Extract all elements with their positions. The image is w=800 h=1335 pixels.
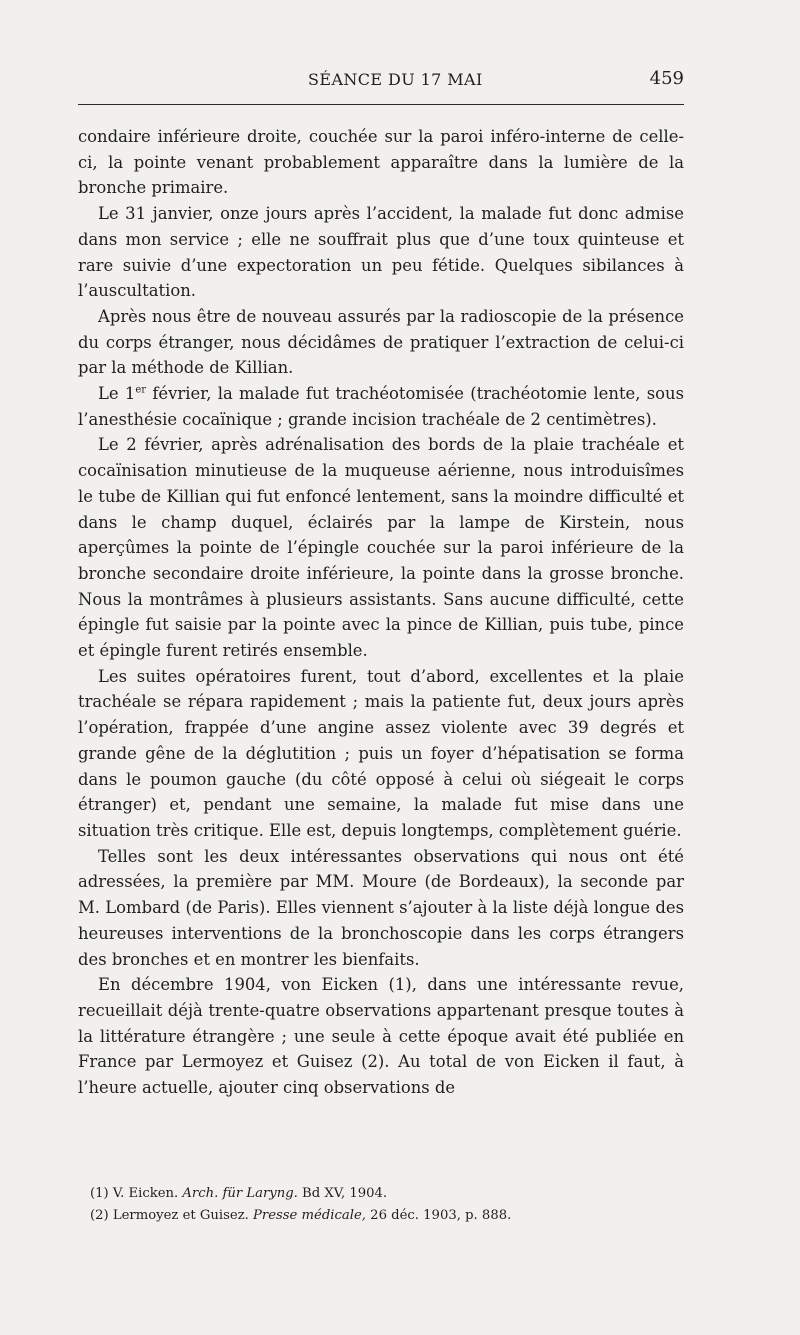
paragraph-extraction: Le 2 février, après adrénalisation des bords de la plaie trachéale et cocaïnisation minutieuse de la muqueuse aérienne, nous introduisîmes le tube de Killian qui fut enfoncé lentement, sans la moindre difficulté et dans le champ duquel, éclairés par la lampe de Kirstein, nous aperçûmes la pointe de l’épingle couchée sur la paroi inférieure de la bronche secondaire droite inférieure, la pointe dans la grosse bronche. Nous la montrâmes à plusieurs assistants. Sans aucune difficulté, cette épingle fut saisie par la pointe avec la pince de Killian, puis tube, pince et épingle furent retirés ensemble.: [78, 435, 684, 661]
page-number: 459: [649, 68, 684, 89]
footnote-1: [90, 1183, 680, 1205]
footnotes: [90, 1183, 680, 1227]
footnote-1-suffix: Bd XV, 1904.: [297, 1186, 388, 1201]
tracheotomy-text: février, la malade fut trachéotomisée (trachéotomie lente, sous l’anesthésie cocaïnique ; grande incision trachéale de 2 centimètres).: [78, 384, 685, 429]
footnote-1-title: Arch. für Laryng.: [182, 1186, 298, 1201]
footnote-2-title: Presse médicale,: [253, 1208, 366, 1223]
footnote-2-suffix: 26 déc. 1903, p. 888.: [365, 1208, 512, 1223]
paragraph-continued-bronchus: condaire inférieure droite, couchée sur la paroi inféro-interne de celle-ci, la pointe venant probablement apparaître dans la lumière de la bronche primaire.: [78, 127, 684, 198]
header-divider: [78, 104, 684, 105]
paragraph-radioscopy: Après nous être de nouveau assurés par la radioscopie de la présence du corps étranger, nous décidâmes de pratiquer l’extraction de celui-ci par la méthode de Killian.: [78, 306, 684, 378]
paragraph-postoperative: Les suites opératoires furent, tout d’abord, excellentes et la plaie trachéale se répara rapidement ; mais la patiente fut, deux jours après l’opération, frappée d’une angine assez violente avec 39 degrés et grande gêne de la déglutition ; puis un foyer d’hépatisation se forma dans le poumon gauche (du côté opposé à celui où siégeait le corps étranger) et, pendant une semaine, la malade fut mise dans une situation très critique. Elle est, depuis longtemps, complètement guérie.: [78, 666, 684, 840]
running-title: SÉANCE DU 17 MAI: [308, 70, 483, 89]
paragraph-literature: En décembre 1904, von Eicken (1), dans une intéressante revue, recueillait déjà trente-quatre observations appartenant presque toutes à la littérature étrangère ; une seule à cette époque avait été publiée en France par Lermoyez et Guisez (2). Au total de von Eicken il faut, à l’heure actuelle, ajouter cinq observations de: [78, 975, 684, 1098]
footnote-2: [90, 1205, 680, 1227]
running-head: [78, 62, 684, 92]
footnote-2-prefix: (2) Lermoyez et Guisez.: [90, 1208, 254, 1223]
paragraph-january-admission: Le 31 janvier, onze jours après l’accident, la malade fut donc admise dans mon service ; elle ne souffrait plus que d’une toux quinteuse et rare suivie d’une expectoration un peu fétide. Quelques sibilances à l’auscultation.: [78, 204, 684, 301]
footnote-1-prefix: (1) V. Eicken.: [90, 1186, 183, 1201]
paragraph-observations: Telles sont les deux intéressantes observations qui nous ont été adressées, la première par MM. Moure (de Bordeaux), la seconde par M. Lombard (de Paris). Elles viennent s’ajouter à la liste déjà longue des heureuses interventions de la bronchoscopie dans les corps étrangers des bronches et en montrer les bienfaits.: [78, 846, 684, 969]
ordinal-superscript: er: [135, 384, 147, 396]
paragraph-tracheotomy: [78, 381, 684, 432]
body-text: [78, 124, 684, 1101]
tracheotomy-opening: Le 1: [98, 384, 136, 404]
